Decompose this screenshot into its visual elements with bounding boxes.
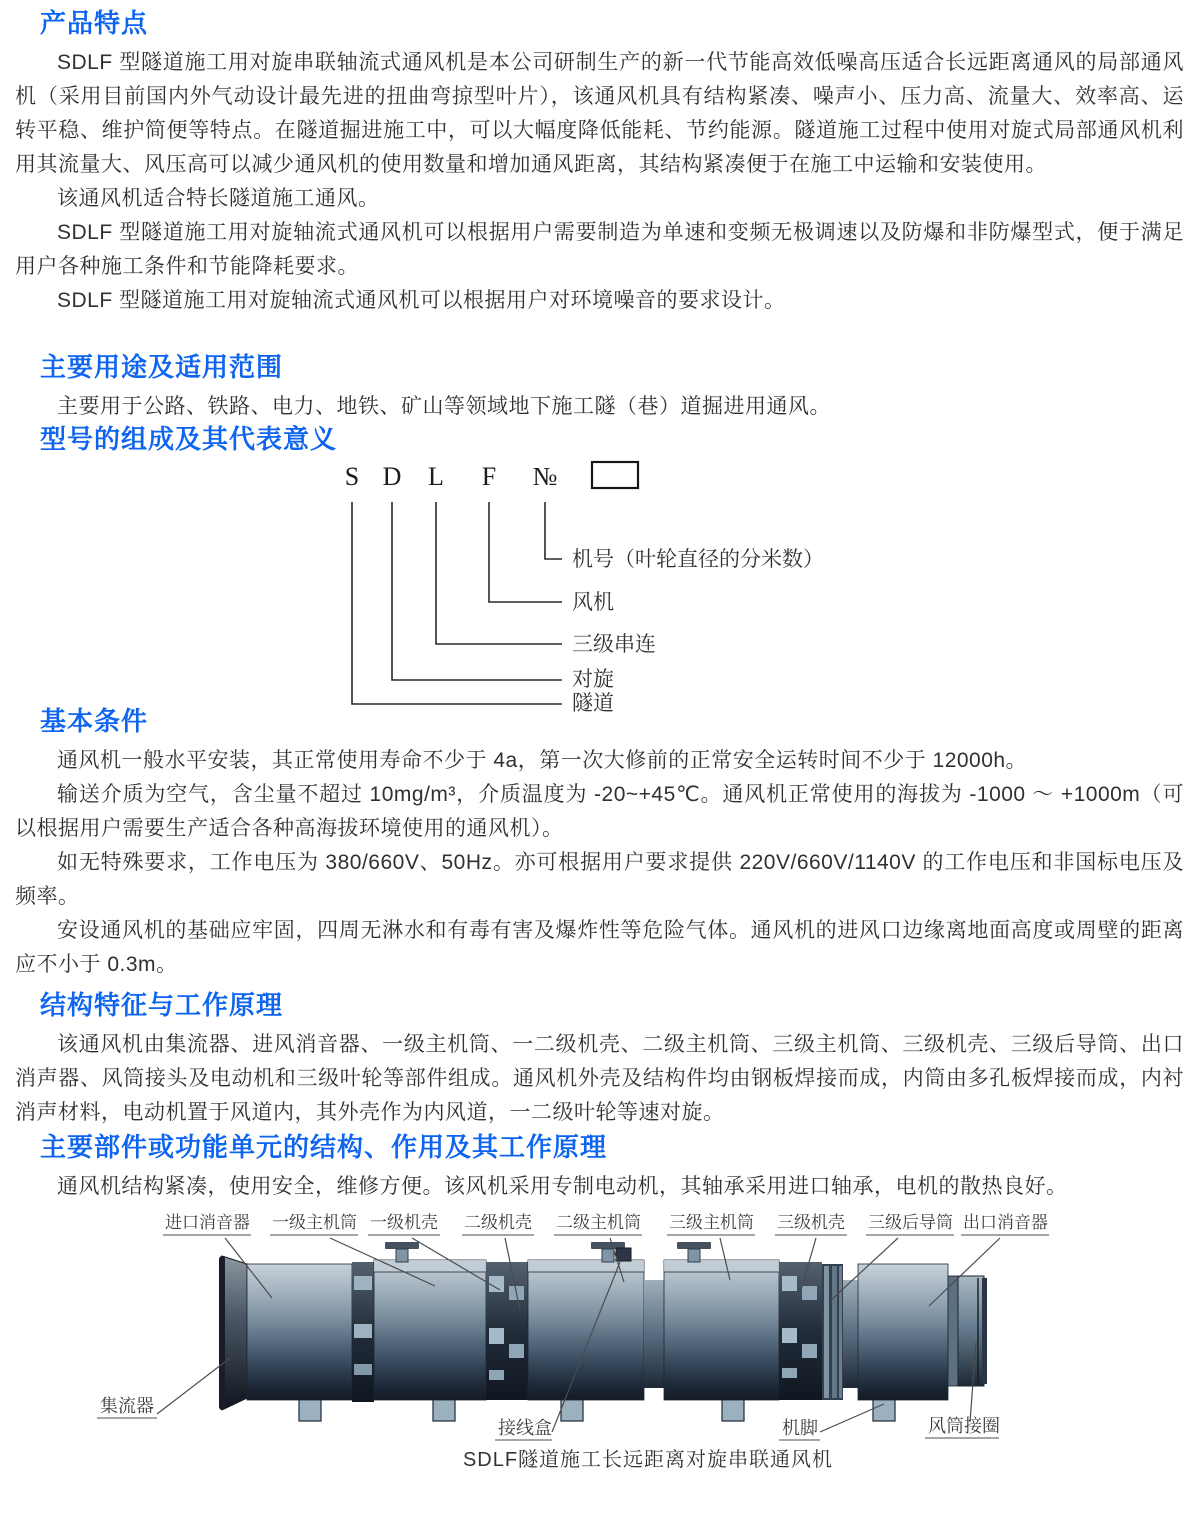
paragraph: 该通风机适合特长隧道施工通风。 [57, 187, 380, 210]
heading-model-designation: 型号的组成及其代表意义 [40, 424, 338, 454]
part-label-stage1-casing: 一级机壳 [370, 1213, 438, 1232]
meaning-tunnel: 隧道 [572, 692, 614, 712]
meaning-counter-rotating: 对旋 [572, 668, 614, 691]
model-code-diagram [0, 454, 1200, 717]
diagram-caption: SDLF隧道施工长远距离对旋串联通风机 [462, 1449, 834, 1471]
part-label-foot: 机脚 [782, 1418, 818, 1438]
heading-basic-conditions: 基本条件 [40, 706, 149, 736]
part-label-duct-ring: 风筒接圈 [928, 1416, 1000, 1436]
heading-structure-principle: 结构特征与工作原理 [40, 990, 284, 1020]
fan-machine-drawing [219, 1242, 987, 1421]
lifting-handle [677, 1242, 711, 1262]
stage2-main-barrel [528, 1260, 644, 1400]
model-code-meanings [572, 548, 824, 712]
part-label-inlet-silencer: 进口消音器 [165, 1213, 250, 1232]
paragraph: 主要用于公路、铁路、电力、地铁、矿山等领域地下施工隧（巷）道掘进用通风。 [57, 395, 831, 418]
stage1-main-barrel [374, 1260, 486, 1400]
duct-connection-ring [948, 1276, 987, 1386]
fan-structure-diagram [0, 1198, 1200, 1515]
lifting-handle [385, 1242, 419, 1262]
code-letter-no: № [532, 462, 558, 491]
paragraph: 如无特殊要求，工作电压为 380/660V、50Hz。亦可根据用户要求提供 220V/660V/1140V 的工作电压和非国标电压及频率。 [15, 851, 1184, 908]
part-label-stage2-barrel: 二级主机筒 [556, 1213, 641, 1232]
model-code-lines [352, 502, 562, 704]
section-main-uses [0, 352, 1200, 424]
paragraph: SDLF 型隧道施工用对旋轴流式通风机可以根据用户需要制造为单速和变频无极调速以及防爆和非防爆型式，便于满足用户各种施工条件和节能降耗要求。 [15, 221, 1184, 278]
meaning-three-stage-series: 三级串连 [572, 633, 656, 656]
junction-box [616, 1248, 631, 1261]
part-label-stage3-casing: 三级机壳 [777, 1213, 845, 1232]
code-letter-d: D [382, 462, 402, 491]
stage3-main-barrel [664, 1260, 779, 1400]
bell-mouth-rim [219, 1256, 225, 1410]
section-basic-conditions [0, 706, 1200, 982]
model-code-letters [345, 462, 558, 491]
code-letter-l: L [428, 462, 444, 491]
connector-collar [644, 1280, 664, 1388]
code-letter-s: S [344, 462, 360, 491]
meaning-fan-number: 机号（叶轮直径的分米数） [572, 548, 824, 571]
part-label-stage1-barrel: 一级主机筒 [272, 1213, 357, 1232]
part-label-collector: 集流器 [100, 1396, 154, 1416]
paragraph: SDLF 型隧道施工用对旋轴流式通风机可以根据用户对环境噪音的要求设计。 [57, 289, 786, 312]
model-number-box [592, 462, 638, 488]
part-label-outlet-silencer: 出口消音器 [963, 1213, 1048, 1232]
heading-product-features: 产品特点 [40, 8, 149, 38]
part-label-stage3-barrel: 三级主机筒 [669, 1213, 754, 1232]
part-label-rear-guide: 三级后导筒 [868, 1213, 953, 1232]
section-main-components [0, 1132, 1200, 1204]
paragraph: 该通风机由集流器、进风消音器、一级主机筒、一二级机壳、二级主机筒、三级主机筒、三级机壳、三级后导筒、出口消声器、风筒接头及电动机和三级叶轮等部件组成。通风机外壳及结构件均由钢板焊接而成，内筒由多孔板焊接而成，内衬消声材料，电动机置于风道内，其外壳作为内风道，一二级叶轮等速对旋。 [15, 1033, 1184, 1124]
paragraph: 通风机结构紧凑，使用安全，维修方便。该风机采用专制电动机，其轴承采用进口轴承，电机的散热良好。 [57, 1175, 1068, 1198]
meaning-fan: 风机 [572, 591, 614, 614]
heading-main-components: 主要部件或功能单元的结构、作用及其工作原理 [40, 1132, 608, 1162]
heading-main-uses: 主要用途及适用范围 [40, 352, 284, 382]
paragraph: 通风机一般水平安装，其正常使用寿命不少于 4a，第一次大修前的正常安全运转时间不少于 12000h。 [57, 749, 1028, 772]
paragraph: 安设通风机的基础应牢固，四周无淋水和有毒有害及爆炸性等危险气体。通风机的进风口边缘离地面高度或周壁的距离应不小于 0.3m。 [15, 919, 1184, 976]
outlet-silencer-body [858, 1264, 948, 1400]
part-label-stage2-casing: 二级机壳 [464, 1213, 532, 1232]
part-label-junction-box: 接线盒 [498, 1418, 552, 1438]
paragraph: 输送介质为空气，含尘量不超过 10mg/m³，介质温度为 -20~+45℃。通风机正常使用的海拔为 -1000 ～ +1000m（可以根据用户需要生产适合各种高海拔环境使用的通风机）。 [15, 783, 1184, 840]
top-part-labels [165, 1213, 1048, 1232]
inlet-silencer-body [247, 1264, 352, 1400]
section-structure-principle [0, 990, 1200, 1130]
section-product-features [0, 8, 1200, 318]
paragraph: SDLF 型隧道施工用对旋串联轴流式通风机是本公司研制生产的新一代节能高效低噪高压适合长远距离通风的局部通风机（采用目前国内外气动设计最先进的扭曲弯掠型叶片），该通风机具有结构紧凑、噪声小、压力高、流量大、效率高、运转平稳、维护简便等特点。在隧道掘进施工中，可以大幅度降低能耗、节约能源。隧道施工过程中使用对旋式局部通风机利用其流量大、风压高可以减少通风机的使用数量和增加通风距离，其结构紧凑便于在施工中运输和安装使用。 [15, 51, 1184, 176]
bell-mouth [222, 1256, 247, 1410]
code-letter-f: F [481, 462, 497, 491]
